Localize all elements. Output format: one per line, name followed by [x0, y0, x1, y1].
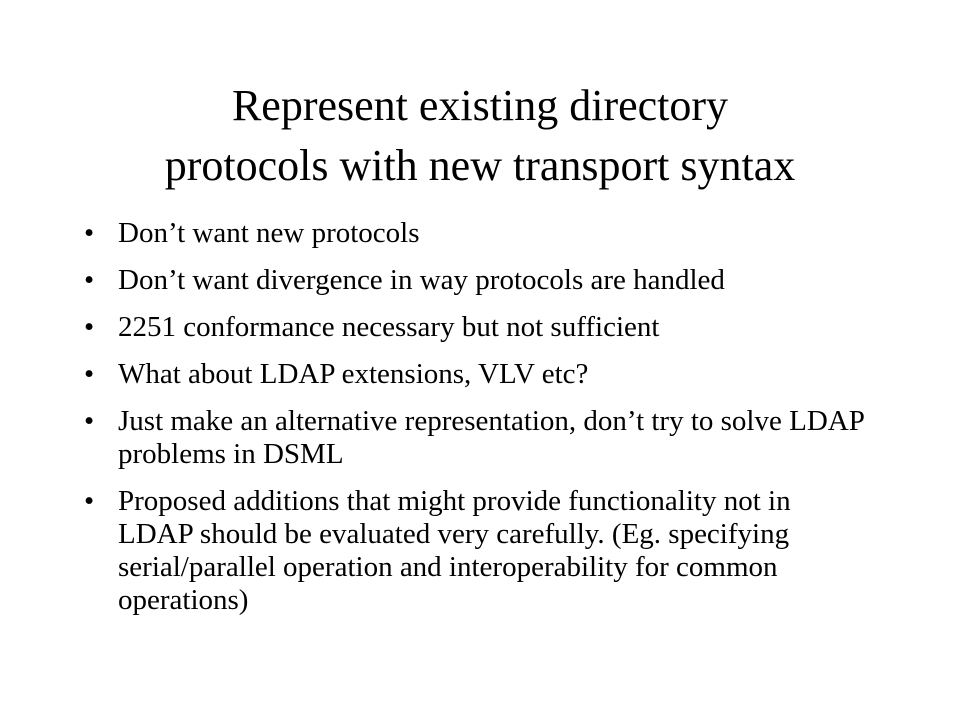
bullet-dot-icon: •	[84, 217, 95, 249]
bullet-dot-icon: •	[84, 405, 95, 437]
bullet-item	[84, 405, 864, 471]
slide-title	[60, 76, 900, 196]
bullet-item	[84, 485, 864, 617]
bullet-item	[84, 217, 864, 250]
slide-title-line-2: protocols with new transport syntax	[164, 141, 796, 190]
bullet-item	[84, 264, 864, 297]
bullet-text: Don’t want new protocols	[118, 217, 420, 249]
bullet-text: What about LDAP extensions, VLV etc?	[118, 358, 589, 390]
bullet-dot-icon: •	[84, 264, 95, 296]
bullet-text: Don’t want divergence in way protocols are handled	[118, 264, 725, 296]
bullet-dot-icon: •	[84, 358, 95, 390]
bullet-dot-icon: •	[84, 311, 95, 343]
bullet-text: Proposed additions that might provide functionality not in LDAP should be evaluated very carefully. (Eg. specifying serial/parallel operation and interoperability for common operations)	[118, 485, 791, 616]
bullet-text: 2251 conformance necessary but not sufficient	[118, 311, 660, 343]
bullet-item	[84, 311, 864, 344]
bullet-item	[84, 358, 864, 391]
bullet-list	[84, 217, 864, 631]
bullet-text: Just make an alternative representation, don’t try to solve LDAP problems in DSML	[118, 405, 864, 470]
slide-title-line-1: Represent existing directory	[231, 81, 729, 130]
bullet-dot-icon: •	[84, 485, 95, 517]
